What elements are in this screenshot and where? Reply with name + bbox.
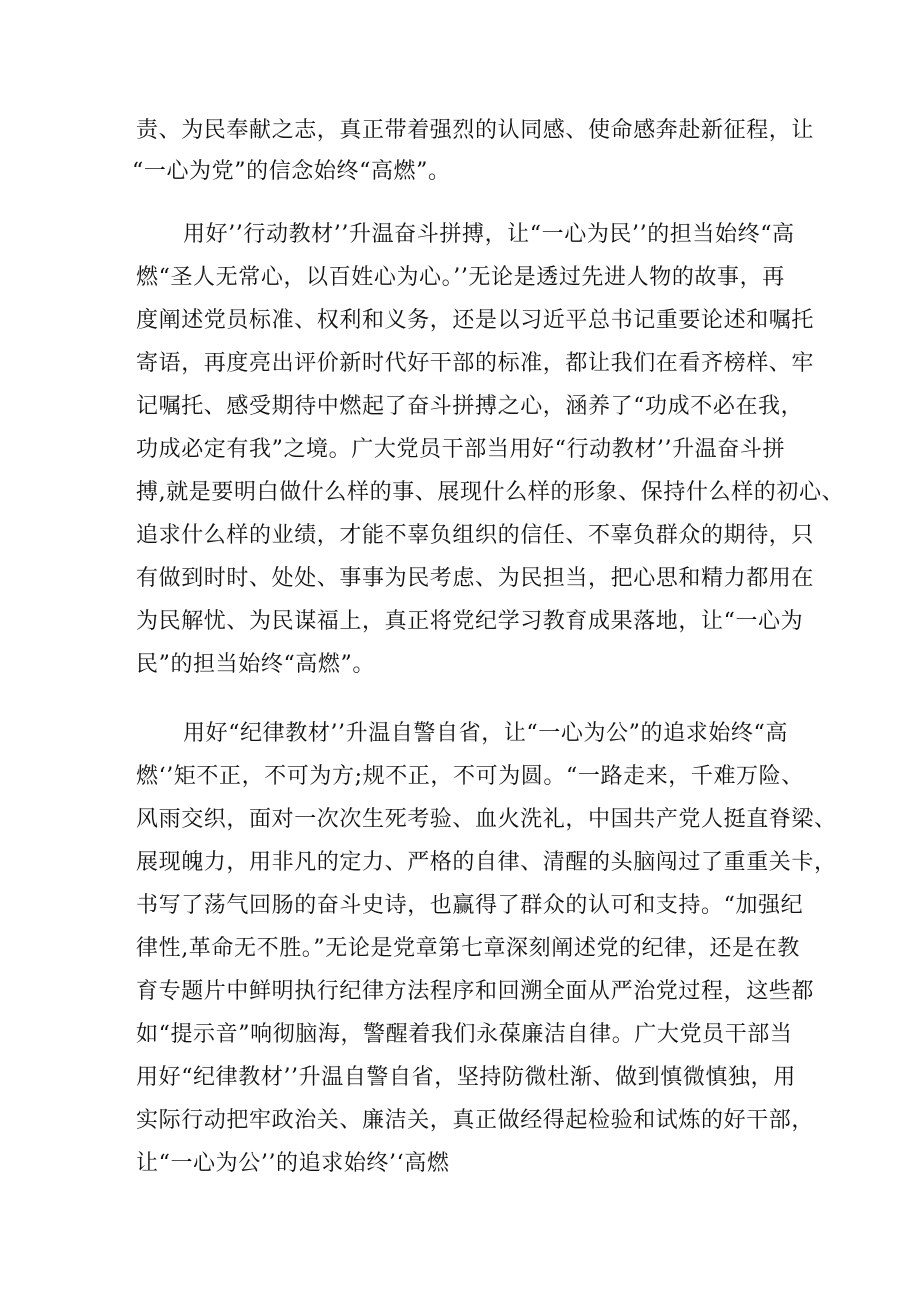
- paragraph-3-line-7: 育专题片中鲜明执行纪律方法程序和回溯全面从严治党过程，这些都: [136, 979, 815, 1004]
- paragraph-2-line-9: 有做到时时、处处、事事为民考虑、为民担当，把心思和精力都用在: [136, 566, 815, 591]
- paragraph-2-line-10: 为民解忧、为民谋福上，真正将党纪学习教育成果落地，让“一心为: [136, 609, 804, 634]
- paragraph-2-line-6: 功成必定有我”之境。广大党员干部当用好“行动教材’’升温奋斗拼: [136, 437, 786, 462]
- paragraph-3-line-5: 书写了荡气回肠的奋斗史诗，也赢得了群众的认可和支持。“加强纪: [136, 893, 804, 918]
- paragraph-3-line-6: 律性,革命无不胜。”无论是党章第七章深刻阐述党的纪律，还是在教: [136, 936, 800, 961]
- paragraph-3-line-3: 风雨交织，面对一次次生死考验、血火洗礼，中国共产党人挺直脊梁、: [136, 807, 837, 832]
- paragraph-1-line-1: 责、为民奉献之志，真正带着强烈的认同感、使命感奔赴新征程，让: [136, 118, 815, 143]
- paragraph-2-line-2: 燃“圣人无常心，以百姓心为心。’’无论是透过先进人物的故事，再: [136, 265, 785, 290]
- paragraph-3-line-1: 用好“纪律教材’’升温自警自省，让“一心为公”的追求始终“高: [183, 721, 788, 746]
- paragraph-3-line-11: 让“一心为公’’的追求始终’‘高燃: [136, 1151, 450, 1176]
- paragraph-1-line-2: “一心为党”的信念始终“高燃”。: [132, 159, 451, 184]
- paragraph-2-line-1: 用好’’行动教材’’升温奋斗拼搏，让“一心为民’’的担当始终“高: [183, 222, 795, 247]
- paragraph-3-line-9: 用好“纪律教材’’升温自警自省，坚持防微杜渐、做到慎微慎独，用: [136, 1065, 796, 1090]
- paragraph-2-line-7: 搏,就是要明白做什么样的事、展现什么样的形象、保持什么样的初心、: [136, 480, 845, 505]
- paragraph-3-line-4: 展现魄力，用非凡的定力、严格的自律、清醒的头脑闯过了重重关卡，: [136, 850, 837, 875]
- paragraph-3-line-2: 燃‘’矩不正，不可为方;规不正，不可为圆。“一路走来，千难万险、: [136, 764, 804, 789]
- paragraph-2-line-8: 追求什么样的业绩，才能不辜负组织的信任、不辜负群众的期待，只: [136, 523, 815, 548]
- paragraph-2-line-4: 寄语，再度亮出评价新时代好干部的标准，都让我们在看齐榜样、牢: [136, 351, 815, 376]
- paragraph-3-line-8: 如“提示音”响彻脑海，警醒着我们永葆廉洁自律。广大党员干部当: [136, 1022, 793, 1047]
- paragraph-2-line-11: 民”的担当始终“高燃”。: [136, 652, 375, 677]
- paragraph-2-line-3: 度阐述党员标准、权利和义务，还是以习近平总书记重要论述和嘱托: [136, 308, 815, 333]
- paragraph-2-line-5: 记嘱托、感受期待中燃起了奋斗拼搏之心，涵养了“功成不必在我，: [136, 394, 804, 419]
- paragraph-3-line-10: 实际行动把牢政治关、廉洁关，真正做经得起检验和试炼的好干部，: [136, 1108, 815, 1133]
